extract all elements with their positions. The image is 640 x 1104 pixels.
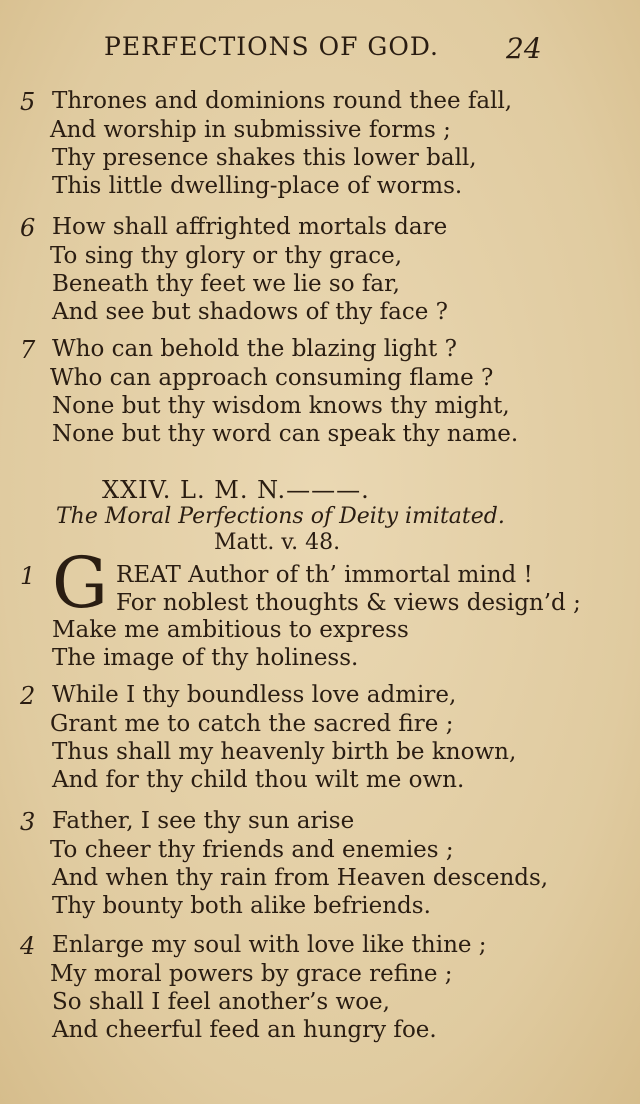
verse-line: None but thy wisdom knows thy might, <box>52 393 510 419</box>
verse-line: Thus shall my heavenly birth be known, <box>52 739 517 765</box>
drop-cap: G <box>52 542 108 624</box>
stanza-number: 5 <box>20 88 36 116</box>
verse-line: Enlarge my soul with love like thine ; <box>52 932 487 958</box>
hymn-title: XXIV. L. M. N.———. <box>102 476 370 504</box>
stanza-number: 2 <box>20 682 36 710</box>
running-head: PERFECTIONS OF GOD. <box>104 32 439 61</box>
verse-line: And for thy child thou wilt me own. <box>52 767 465 793</box>
verse-line: The image of thy holiness. <box>52 645 359 671</box>
verse-line: While I thy boundless love admire, <box>52 682 457 708</box>
verse-line: So shall I feel another’s woe, <box>52 989 390 1015</box>
verse-line: For noblest thoughts & views design’d ; <box>116 590 581 616</box>
verse-line: To cheer thy friends and enemies ; <box>50 837 454 863</box>
verse-line: And cheerful feed an hungry foe. <box>52 1017 437 1043</box>
hymn-subtitle: The Moral Perfections of Deity imitated. <box>56 504 505 529</box>
verse-line: To sing thy glory or thy grace, <box>50 243 403 269</box>
verse-line: Thy bounty both alike befriends. <box>52 893 431 919</box>
stanza-number: 7 <box>20 336 36 364</box>
verse-line: My moral powers by grace refine ; <box>50 961 453 987</box>
verse-line: This little dwelling-place of worms. <box>52 173 463 199</box>
verse-line: How shall affrighted mortals dare <box>52 214 448 240</box>
page-number: 24 <box>506 32 542 65</box>
verse-line: Father, I see thy sun arise <box>52 808 355 834</box>
verse-line: REAT Author of th’ immortal mind ! <box>116 562 533 588</box>
verse-line: Beneath thy feet we lie so far, <box>52 271 400 297</box>
stanza-number: 3 <box>20 808 36 836</box>
verse-line: Thrones and dominions round thee fall, <box>52 88 513 114</box>
scripture-reference: Matt. v. 48. <box>214 530 341 555</box>
verse-line: And when thy rain from Heaven descends, <box>52 865 549 891</box>
page-header <box>0 28 640 68</box>
verse-line: And see but shadows of thy face ? <box>52 299 448 325</box>
verse-line: Make me ambitious to express <box>52 617 409 643</box>
stanza-number: 6 <box>20 214 36 242</box>
verse-line: And worship in submissive forms ; <box>50 117 451 143</box>
verse-line: Thy presence shakes this lower ball, <box>52 145 477 171</box>
stanza-number: 1 <box>20 562 36 590</box>
stanza-number: 4 <box>20 932 36 960</box>
verse-line: Who can approach consuming flame ? <box>50 365 494 391</box>
verse-line: Grant me to catch the sacred fire ; <box>50 711 454 737</box>
verse-line: Who can behold the blazing light ? <box>52 336 457 362</box>
verse-line: None but thy word can speak thy name. <box>52 421 519 447</box>
